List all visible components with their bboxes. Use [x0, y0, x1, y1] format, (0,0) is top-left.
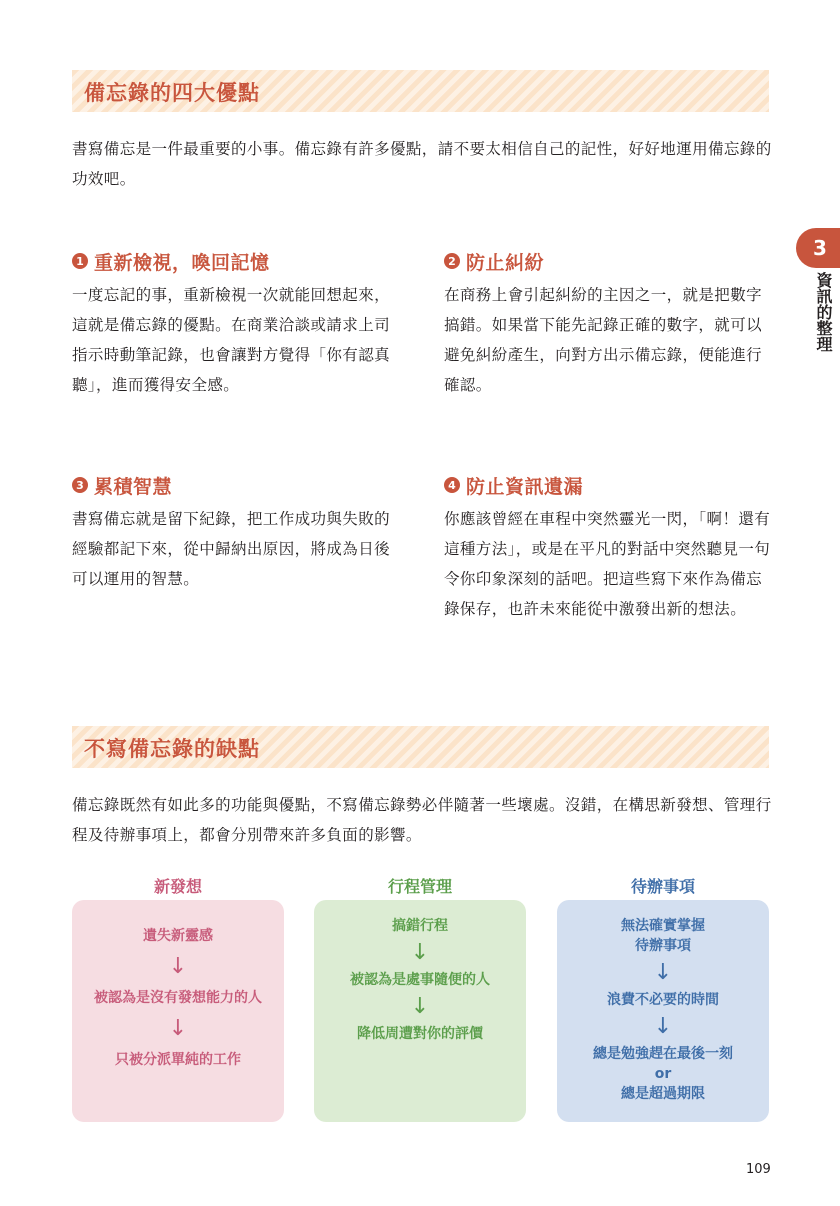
advantage-item-2 [444, 246, 774, 400]
flow-step: 搞錯行程 [392, 918, 448, 934]
flow-step: 總是勉強趕在最後一刻 [593, 1046, 733, 1062]
advantage-item-3 [72, 470, 402, 594]
flow-box-new-ideas [72, 900, 284, 1122]
advantage-item-4 [444, 470, 774, 624]
flow-step: 浪費不必要的時間 [607, 992, 719, 1008]
flow-step: 只被分派單純的工作 [115, 1052, 241, 1068]
flow-step: 被認為是沒有發想能力的人 [94, 990, 262, 1006]
flow-step: 無法確實掌握 [621, 918, 705, 934]
item-body: 書寫備忘就是留下紀錄，把工作成功與失敗的經驗都記下來，從中歸納出原因，將成為日後可以運用的智慧。 [72, 510, 391, 588]
column-title-new-ideas: 新發想 [153, 877, 202, 896]
item-title: 防止資訊遺漏 [466, 475, 584, 498]
down-arrow-icon: ↓ [410, 940, 430, 965]
item-title: 防止糾紛 [466, 251, 545, 274]
flow-step: 待辦事項 [635, 938, 691, 954]
flow-step: 被認為是處事隨便的人 [350, 972, 490, 988]
flow-box-todo [557, 900, 769, 1122]
advantage-item-1 [72, 246, 402, 400]
down-arrow-icon: ↓ [410, 994, 430, 1019]
page-number: 109 [746, 1162, 771, 1177]
down-arrow-icon: ↓ [653, 1014, 673, 1039]
item-title: 重新檢視，喚回記憶 [94, 251, 270, 274]
item-body: 在商務上會引起糾紛的主因之一，就是把數字搞錯。如果當下能先記錄正確的數字，就可以避免糾紛產生，向對方出示備忘錄，便能進行確認。 [444, 286, 763, 394]
section-title: 不寫備忘錄的缺點 [84, 737, 260, 761]
number-badge: 4 [444, 477, 460, 493]
column-title-schedule: 行程管理 [387, 877, 452, 896]
number-badge: 2 [444, 253, 460, 269]
flow-step: 遺失新靈感 [143, 928, 213, 944]
item-title: 累積智慧 [94, 475, 173, 498]
section-header-advantages [72, 70, 769, 112]
item-body: 一度忘記的事，重新檢視一次就能回想起來，這就是備忘錄的優點。在商業洽談或請求上司指示時動筆記錄，也會讓對方覺得「你有認真聽」，進而獲得安全感。 [72, 286, 391, 394]
number-badge: 1 [72, 253, 88, 269]
number-badge: 3 [72, 477, 88, 493]
section-header-disadvantages [72, 726, 769, 768]
item-body: 你應該曾經在車程中突然靈光一閃，「啊！還有這種方法」，或是在平凡的對話中突然聽見一句令你印象深刻的話吧。把這些寫下來作為備忘錄保存，也許未來能從中激發出新的想法。 [444, 510, 771, 618]
intro-paragraph: 備忘錄既然有如此多的功能與優點，不寫備忘錄勢必伴隨著一些壞處。沒錯，在構思新發想、管理行程及待辦事項上，都會分別帶來許多負面的影響。 [72, 796, 772, 844]
down-arrow-icon: ↓ [168, 1016, 188, 1041]
down-arrow-icon: ↓ [168, 954, 188, 979]
flow-step: 總是超過期限 [621, 1086, 705, 1102]
down-arrow-icon: ↓ [653, 960, 673, 985]
section-title: 備忘錄的四大優點 [84, 81, 260, 105]
column-title-todo: 待辦事項 [630, 877, 695, 896]
chapter-label: 資訊的整理 [814, 272, 833, 352]
flow-step: 降低周遭對你的評價 [357, 1026, 483, 1042]
flow-box-schedule [314, 900, 526, 1122]
chapter-tab: 3 [796, 228, 840, 268]
intro-paragraph: 書寫備忘是一件最重要的小事。備忘錄有許多優點，請不要太相信自己的記性，好好地運用備忘錄的功效吧。 [72, 140, 772, 188]
flow-step-or: or [654, 1066, 672, 1082]
